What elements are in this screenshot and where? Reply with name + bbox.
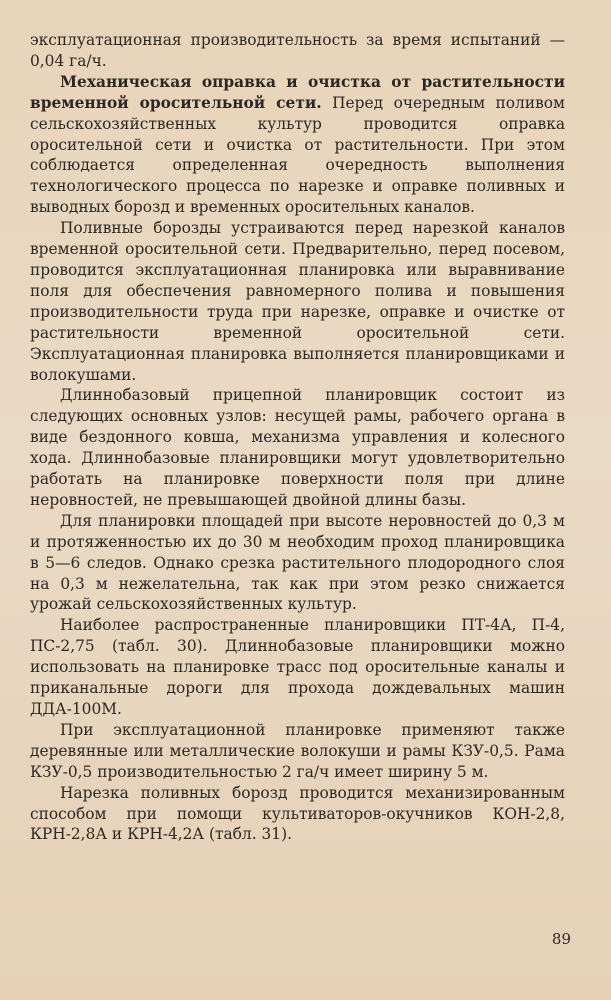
paragraph-continuation: эксплуатационная производительность за время испытаний — 0,04 га/ч.: [30, 31, 565, 70]
paragraph-furrows: Поливные борозды устраиваются перед нарезкой каналов временной оросительной сети. Предварительно, перед посевом, проводится эксплуатационная планировка или выравнивание поля для обеспечения равномерного полива и повышения производительности труда при нарезке, оправке и очистке от растительности временной оросительной сети. Эксплуатационная планировка выполняется планировщиками и волокушами.: [30, 219, 565, 384]
paragraph-body: Перед очередным поливом сельскохозяйственных культур проводится оправка оросительной сети и очистка от растительности. При этом соблюдается определенная очередность выполнения технологического процесса по нарезке и оправке поливных и выводных борозд и временных оросительных каналов.: [30, 93, 565, 217]
paragraph-long-base-planner: Длиннобазовый прицепной планировщик состоит из следующих основных узлов: несущей рамы, рабочего органа в виде бездонного ковша, механизма управления и колесного хода. Длиннобазовые планировщики могут удовлетворительно работать на планировке поверхности поля при длине неровностей, не превышающей двойной длины базы.: [30, 386, 565, 509]
section-heading: Механическая оправка и очистка от растительности временной оросительной сети.: [30, 72, 565, 112]
paragraph-common-planners: Наиболее распространенные планировщики ПТ-4А, П-4, ПС-2,75 (табл. 30). Длиннобазовые планировщики можно использовать на планировке трасс под оросительные каналы и приканальные дороги для прохода дождевальных машин ДДА-100М.: [30, 616, 565, 718]
paragraph-drags-frames: При эксплуатационной планировке применяют также деревянные или металлические волокуши и рамы КЗУ-0,5. Рама КЗУ-0,5 производительностью 2 га/ч имеет ширину 5 м.: [30, 720, 565, 781]
paragraph-mechanical-cleaning: [30, 72, 565, 218]
paragraph-furrow-cutting: Нарезка поливных борозд проводится механизированным способом при помощи культиваторов-окучников КОН-2,8, КРН-2,8А и КРН-4,2А (табл. 31).: [30, 783, 565, 844]
page-number: 89: [551, 930, 571, 948]
paragraph-planning-areas: Для планировки площадей при высоте неровностей до 0,3 м и протяженностью их до 30 м необходим проход планировщика в 5—6 следов. Однако срезка растительного плодородного слоя на 0,3 м нежелательна, так как при этом резко снижается урожай сельскохозяйственных культур.: [30, 511, 565, 614]
